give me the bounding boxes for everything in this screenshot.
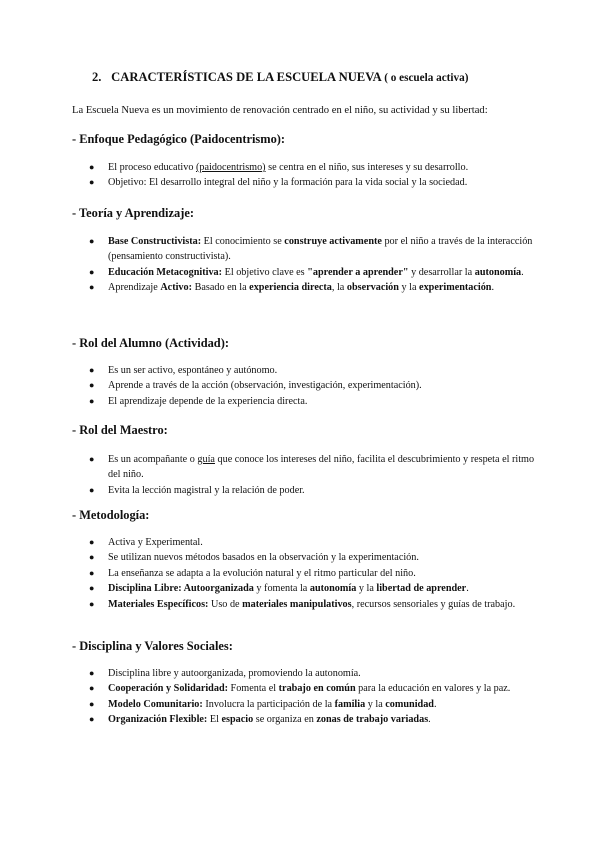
underlined-text: guía [197,454,215,465]
section-heading: - Teoría y Aprendizaje: [72,206,194,220]
section-heading: - Enfoque Pedagógico (Paidocentrismo): [72,132,286,146]
bold-text: trabajo en común [278,683,356,695]
bullet-icon: ● [89,380,95,391]
bullet-icon: ● [89,484,95,495]
bullet-icon: ● [89,683,95,694]
bullet-icon: ● [89,714,95,725]
item-text: . [428,714,431,726]
title-main: CARACTERÍSTICAS DE LA ESCUELA NUEVA [111,70,382,84]
bullet-icon: ● [89,266,95,277]
item-text: y fomenta la [253,583,310,595]
item-text: La enseñanza se adapta a la evolución natural y el ritmo particular del niño. [108,567,416,579]
item-text: . [433,698,437,710]
bullet-icon: ● [89,454,95,464]
section-disciplina-valores [72,638,542,728]
section-heading: - Metodología: [72,508,150,522]
bold-text: observación [346,282,399,294]
bold-text: comunidad [385,698,434,710]
bold-text: "aprender a aprender" [307,266,409,278]
item-text: Involucra la participación de la [202,698,335,710]
bold-text: autonomía [309,583,357,595]
list-item [72,394,542,409]
item-text: se centra en el niño, sus intereses y su desarrollo. [265,162,469,173]
bold-text: Activo: [160,282,193,294]
list-item [72,535,542,550]
title-parenthetical: ( o escuela activa) [384,72,469,84]
item-text: Evita la lección magistral y la relación de poder. [108,484,305,496]
item-text: Aprende a través de la acción (observación, investigación, experimentación). [108,380,422,392]
bold-text: libertad de aprender [376,583,467,595]
item-text: Se utilizan nuevos métodos basados en la observación y la experimentación. [108,552,419,564]
section-metodologia [72,507,542,612]
item-text: y la [398,282,420,294]
bold-text: espacio [221,714,254,726]
item-text: y la [365,698,386,710]
item-text: Es un ser activo, espontáneo y autónomo. [108,365,278,376]
item-text: Uso de [208,598,243,610]
list-item [72,452,542,483]
bullet-icon: ● [89,236,95,246]
bold-text: Organización Flexible: [108,714,208,726]
list-item [72,363,542,378]
section-rol-maestro [72,422,542,498]
title-number: 2. [92,70,102,84]
bullet-icon: ● [89,552,95,563]
list-item [72,566,542,581]
item-text: Basado en la [192,282,250,294]
bullet-icon: ● [89,698,95,709]
item-text: Es un acompañante o [108,454,198,465]
item-text: que conoce los intereses del niño, facilita el descubrimiento y respeta el ritmo del niño. [108,454,535,481]
list-item [72,483,542,498]
list-item [72,550,542,565]
bold-text: Materiales Específicos: [108,598,209,610]
section-rol-alumno [72,335,542,409]
item-text: Activa y Experimental. [108,537,203,548]
item-text: y desarrollar la [408,266,475,278]
list-item [72,666,542,681]
bullet-icon: ● [89,282,95,293]
section-teoria-aprendizaje [72,205,542,296]
bold-text: Disciplina Libre: Autoorganizada [108,583,254,595]
bullet-icon: ● [89,598,95,609]
section-heading: - Disciplina y Valores Sociales: [72,639,233,653]
bullet-list [72,234,542,296]
list-item [72,581,542,596]
item-text: El aprendizaje depende de la experiencia directa. [108,395,308,407]
bold-text: autonomía [474,266,522,278]
item-text: Fomenta el [228,683,279,695]
list-item [72,234,542,265]
list-item [72,175,542,190]
bold-text: Educación Metacognitiva: [108,266,223,278]
bullet-icon: ● [89,162,95,172]
item-text: se organiza en [253,714,317,726]
item-text: El [207,714,222,726]
list-item [72,265,542,280]
item-text: para la educación en valores y la paz. [355,683,511,695]
item-text: El proceso educativo [108,162,196,173]
bullet-icon: ● [89,537,95,547]
section-enfoque-pedagogico [72,131,542,191]
bullet-icon: ● [89,365,95,375]
bold-text: construye activamente [284,236,382,247]
underlined-text: (paidocentrismo) [195,162,266,173]
list-item [72,378,542,393]
bullet-icon: ● [89,583,95,594]
bullet-list [72,160,542,191]
section-heading: - Rol del Maestro: [72,423,168,437]
list-item [72,697,542,712]
item-text: , recursos sensoriales y guías de trabajo. [351,598,516,610]
bullet-icon: ● [89,668,95,678]
item-text: y la [356,583,377,595]
bullet-list [72,666,542,728]
bold-text: Modelo Comunitario: [108,698,203,710]
list-item [72,160,542,175]
bullet-list [72,452,542,498]
bullet-icon: ● [89,567,95,578]
item-text: . [521,266,524,278]
item-text: El objetivo clave es [222,266,308,278]
item-text: El conocimiento se [201,236,285,247]
list-item [72,681,542,696]
item-text: . [491,282,495,294]
list-item [72,597,542,612]
document-title [92,70,468,85]
item-text: . [466,583,469,595]
bullet-icon: ● [89,395,95,406]
item-text: Objetivo: El desarrollo integral del niño y la formación para la vida social y la sociedad. [108,177,468,189]
list-item [72,712,542,727]
bold-text: experiencia directa [249,282,332,294]
item-text: Aprendizaje [108,282,161,294]
list-item [72,280,542,295]
bold-text: Base Constructivista: [108,236,202,247]
bold-text: familia [334,698,366,710]
item-text: Disciplina libre y autoorganizada, promoviendo la autonomía. [108,668,361,679]
bullet-list [72,535,542,612]
item-text: , la [331,282,347,294]
intro-paragraph: La Escuela Nueva es un movimiento de renovación centrado en el niño, su actividad y su libertad: [72,105,488,116]
item-text: por el niño a través de la interacción (pensamiento constructivista). [108,236,533,263]
bullet-icon: ● [89,177,95,188]
bold-text: zonas de trabajo variadas [316,714,429,726]
section-heading: - Rol del Alumno (Actividad): [72,336,229,350]
bold-text: materiales manipulativos [242,598,352,610]
bullet-list [72,363,542,409]
bold-text: experimentación [419,282,492,294]
bold-text: Cooperación y Solidaridad: [108,683,228,695]
